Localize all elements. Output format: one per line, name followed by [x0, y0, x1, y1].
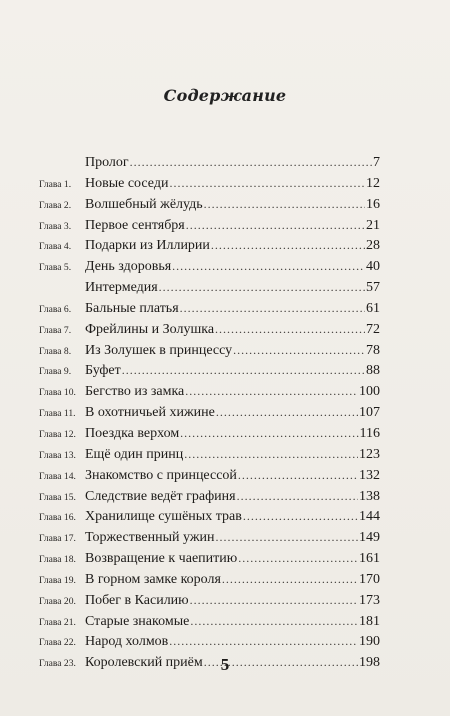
chapter-page-number: 198	[359, 655, 380, 671]
toc-entry	[39, 527, 380, 548]
toc-entry	[39, 340, 380, 361]
chapter-title: Поездка верхом	[85, 425, 180, 441]
chapter-page-number: 78	[366, 342, 380, 358]
chapter-title: В горном замке короля	[85, 571, 221, 587]
chapter-label: Глава 18.	[39, 554, 76, 566]
dot-leader	[159, 277, 365, 297]
chapter-label: Глава 2.	[39, 199, 72, 211]
chapter-page-number: 61	[366, 300, 380, 316]
chapter-title: Знакомство с принцессой	[85, 467, 237, 483]
chapter-label: Глава 8.	[39, 345, 72, 357]
chapter-label: Глава 20.	[39, 595, 76, 607]
chapter-label: Глава 23.	[39, 658, 76, 670]
dot-leader	[172, 256, 365, 276]
chapter-page-number: 132	[359, 467, 380, 483]
chapter-page-number: 40	[366, 259, 380, 275]
chapter-label: Глава 22.	[39, 637, 76, 649]
chapter-page-number: 28	[366, 238, 380, 254]
chapter-page-number: 21	[366, 217, 380, 233]
dot-leader	[238, 548, 358, 568]
chapter-label: Глава 12.	[39, 428, 76, 440]
chapter-label: Глава 11.	[39, 408, 76, 420]
chapter-title: Новые соседи	[85, 175, 169, 191]
chapter-title: Следствие ведёт графиня	[85, 488, 236, 504]
toc-entry	[39, 506, 380, 527]
chapter-title: Бальные платья	[85, 300, 179, 316]
chapter-label: Глава 19.	[39, 574, 76, 586]
chapter-title: Пролог	[85, 155, 129, 170]
toc-entry	[39, 590, 380, 611]
toc-entry	[39, 298, 380, 319]
chapter-title: Бегство из замка	[85, 384, 185, 400]
chapter-page-number: 107	[359, 405, 380, 421]
chapter-page-number: 181	[359, 613, 380, 629]
chapter-label: Глава 16.	[39, 512, 76, 524]
chapter-page-number: 16	[366, 196, 380, 212]
table-of-contents	[39, 152, 380, 673]
toc-entry	[39, 277, 380, 298]
chapter-label: Глава 14.	[39, 470, 76, 482]
dot-leader	[190, 611, 358, 631]
dot-leader	[169, 631, 358, 651]
toc-entry	[39, 381, 380, 402]
dot-leader	[180, 423, 358, 443]
toc-entry	[39, 235, 380, 256]
dot-leader	[180, 298, 365, 318]
toc-entry	[39, 215, 380, 236]
toc-entry	[39, 256, 380, 277]
dot-leader	[238, 465, 358, 485]
chapter-title: В охотничьей хижине	[85, 405, 215, 421]
dot-leader	[216, 402, 358, 422]
chapter-page-number: 123	[359, 446, 380, 462]
toc-entry	[39, 173, 380, 194]
chapter-title: Буфет	[85, 363, 121, 379]
toc-entry	[39, 569, 380, 590]
chapter-title: Из Золушек в принцессу	[85, 342, 233, 358]
contents-heading: Содержание	[163, 86, 287, 105]
chapter-label: Глава 13.	[39, 449, 76, 461]
dot-leader	[185, 381, 358, 401]
dot-leader	[130, 152, 372, 172]
chapter-label: Глава 15.	[39, 491, 76, 503]
chapter-label: Глава 17.	[39, 533, 76, 545]
dot-leader	[169, 173, 365, 193]
chapter-page-number: 100	[359, 384, 380, 400]
chapter-title: Первое сентября	[85, 217, 185, 233]
toc-entry	[39, 631, 380, 652]
dot-leader	[222, 569, 358, 589]
chapter-label: Глава 1.	[39, 178, 72, 190]
chapter-page-number: 149	[359, 530, 380, 546]
chapter-label: Глава 9.	[39, 366, 72, 378]
dot-leader	[215, 319, 365, 339]
chapter-label: Глава 4.	[39, 241, 72, 253]
toc-entry	[39, 319, 380, 340]
chapter-page-number: 190	[359, 634, 380, 650]
dot-leader	[184, 444, 358, 464]
page-number: 5	[220, 655, 230, 674]
dot-leader	[233, 340, 365, 360]
chapter-label: Глава 5.	[39, 262, 72, 274]
dot-leader	[204, 194, 365, 214]
chapter-page-number: 144	[359, 509, 380, 525]
chapter-page-number: 116	[359, 425, 380, 441]
chapter-page-number: 72	[366, 321, 380, 337]
toc-entry	[39, 465, 380, 486]
chapter-page-number: 57	[366, 280, 380, 296]
dot-leader	[243, 506, 358, 526]
toc-entry	[39, 402, 380, 423]
chapter-label: Глава 7.	[39, 324, 72, 336]
chapter-title: Подарки из Иллирии	[85, 238, 210, 254]
chapter-title: Фрейлины и Золушка	[85, 321, 215, 337]
toc-entry	[39, 444, 380, 465]
chapter-label: Глава 21.	[39, 616, 76, 628]
dot-leader	[211, 235, 365, 255]
chapter-title: Волшебный жёлудь	[85, 196, 203, 212]
dot-leader	[215, 527, 358, 547]
chapter-page-number: 173	[359, 592, 380, 608]
chapter-page-number: 88	[366, 363, 380, 379]
chapter-title: Народ холмов	[85, 634, 169, 650]
chapter-page-number: 138	[359, 488, 380, 504]
chapter-title: Торжественный ужин	[85, 530, 215, 546]
dot-leader	[190, 590, 358, 610]
dot-leader	[237, 486, 358, 506]
chapter-title: Хранилище сушёных трав	[85, 509, 242, 525]
chapter-label: Глава 6.	[39, 303, 72, 315]
chapter-title: Королевский приём	[85, 655, 203, 671]
chapter-label: Глава 10.	[39, 387, 76, 399]
chapter-page-number: 7	[373, 155, 380, 170]
chapter-title: Возвращение к чаепитию	[85, 551, 238, 567]
chapter-page-number: 161	[359, 551, 380, 567]
dot-leader	[186, 215, 365, 235]
toc-entry	[39, 486, 380, 507]
chapter-page-number: 170	[359, 571, 380, 587]
toc-entry	[39, 423, 380, 444]
toc-entry	[39, 360, 380, 381]
toc-entry	[39, 548, 380, 569]
chapter-title: Ещё один принц	[85, 446, 184, 462]
chapter-title: Интермедия	[85, 280, 158, 296]
chapter-title: Побег в Касилию	[85, 592, 189, 608]
toc-entry	[39, 152, 380, 173]
toc-entry	[39, 194, 380, 215]
chapter-page-number: 12	[366, 175, 380, 191]
chapter-title: День здоровья	[85, 259, 172, 275]
chapter-label: Глава 3.	[39, 220, 72, 232]
toc-entry	[39, 611, 380, 632]
dot-leader	[122, 360, 365, 380]
chapter-title: Старые знакомые	[85, 613, 190, 629]
